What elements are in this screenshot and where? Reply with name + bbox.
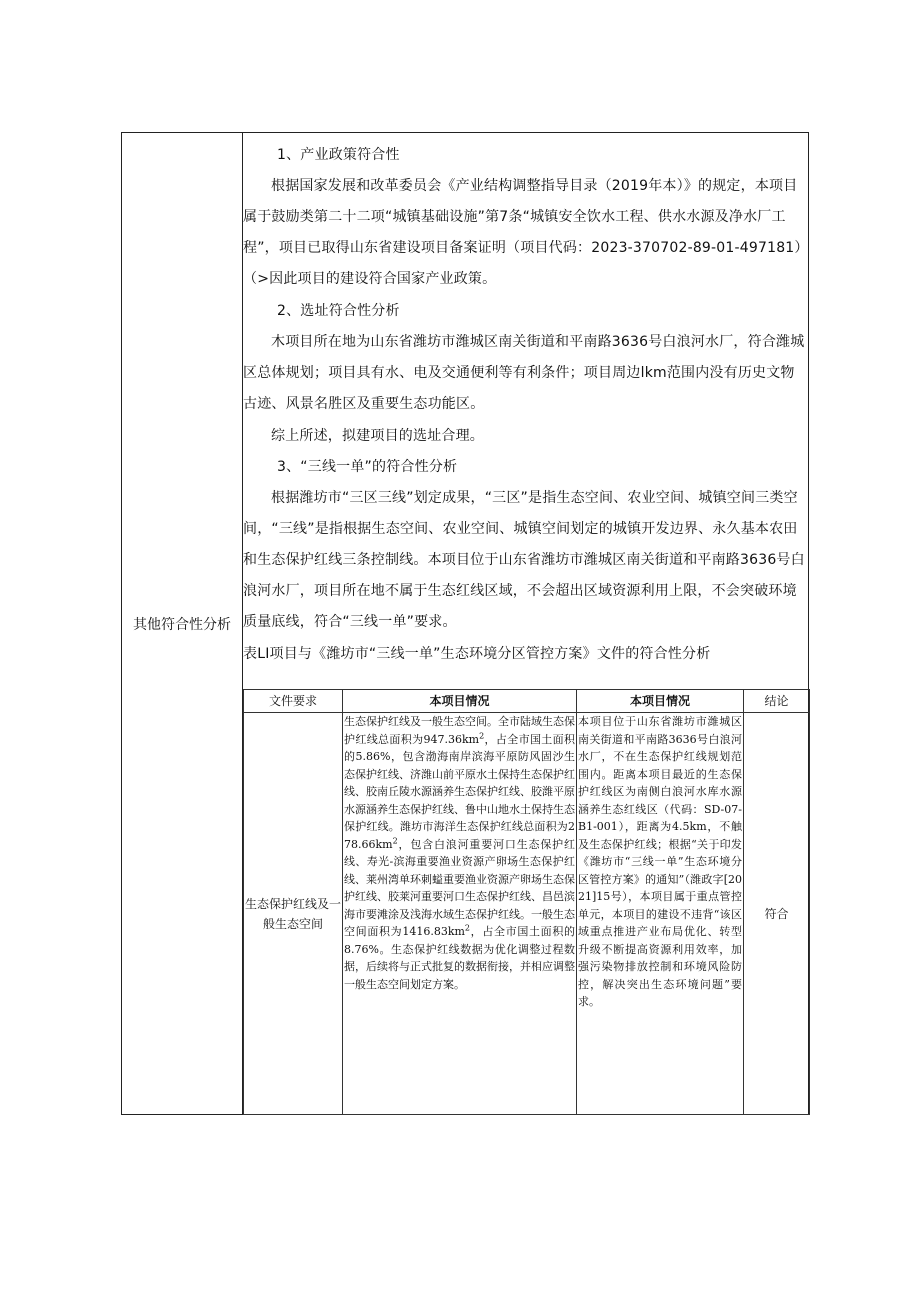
conclusion-text: 符合 <box>764 906 789 921</box>
section-2-summary: 综上所述，拟建项目的选址合理。 <box>271 428 484 444</box>
project-status-text: 本项目位于山东省潍坊市潍城区南关街道和平南路3636号白浪河水厂，不在生态保护红线规划范围内。距离本项目最近的生态保护红线区为南侧白浪河水库水源涵养生态红线区（代码：SD-07-B1-001），距离为4.5km，不触及生态保护红线；根据“关于印发《潍坊市“三线一单”生态环境分区管控方案》的通知”（潍政字[2021]15号），本项目属于重点管控单元，本项目的建设不违背“该区域重点推进产业布局优化、转型升级不断提高资源利用效率，加强污染物排放控制和环境风险防控，解决突出生态环境问题”要求。 <box>578 715 742 1008</box>
desc-part-2: ，占全市国土面积的5.86%，包含渤海南岸滨海平原防风固沙生态保护红线、济潍山前平原水土保持生态保护红线、胶南丘陵水源涵养生态保护红线、胶潍平原水源涵养生态保护红线、鲁中山地水土保持生态保护红线。潍坊市海洋生态保护红线总面积为278.66km <box>344 732 576 851</box>
header-project-status-1: 本项目情况 <box>343 690 577 713</box>
red-line-description <box>343 713 576 993</box>
desc-sup-3: 2 <box>464 923 471 933</box>
section-2-heading: 2、选址符合性分析 <box>277 303 400 319</box>
section-1-heading: 1、产业政策符合性 <box>277 147 400 163</box>
desc-part-3: ，包含白浪河重要河口生态保护红线、寿光-滨海重要渔业资源产卵场生态保护红线、莱州湾单环刺螠重要渔业资源产卵场生态保护红线、胶莱河重要河口生态保护红线、昌邑滨海市要滩涂及浅海水域生态保护红线。一般生态空间面积为1416.83km <box>344 837 575 938</box>
table-caption: 表LI项目与《潍坊市“三线一单”生态环境分区管控方案》文件的符合性分析 <box>243 646 711 662</box>
header-conclusion: 结论 <box>744 690 810 713</box>
desc-part-4: ，占全市国土面积的8.76%。生态保护红线数据为优化调整过程数据，后续将与正式批复的数据衔接，并相应调整一般生态空间划定方案。 <box>344 925 576 991</box>
main-table <box>121 132 809 1115</box>
desc-sup-1: 2 <box>479 730 485 740</box>
section-3-heading: 3、“三线一单”的符合性分析 <box>277 459 458 475</box>
left-label: 其他符合性分析 <box>133 617 231 633</box>
desc-sup-2: 2 <box>392 835 398 845</box>
section-3-text: 根据潍坊市“三区三线”划定成果，“三区”是指生态空间、农业空间、城镇空间三类空间，“三线”是指根据生态空间、农业空间、城镇空间划定的城镇开发边界、永久基本农田和生态保护红线三条控制线。本项目位于山东省潍坊市潍城区南关街道和平南路3636号白浪河水厂，项目所在地不属于生态红线区域，不会超出区域资源利用上限，不会突破环境质量底线，符合“三线一单”要求。 <box>243 490 805 630</box>
section-2-text: 木项目所在地为山东省潍坊市潍城区南关街道和平南路3636号白浪河水厂，符合潍城区总体规划；项目具有水、电及交通便利等有利条件；项目周边lkm范围内没有历史文物古迹、风景名胜区及重要生态功能区。 <box>243 334 805 412</box>
desc-part-1: 生态保护红线及一般生态空间。全市陆域生态保护红线总面积为947.36km <box>344 715 575 746</box>
conclusion-cell <box>744 713 810 1115</box>
table-header-row <box>244 690 810 713</box>
left-column <box>122 133 243 1114</box>
header-requirement: 文件要求 <box>244 690 343 713</box>
compliance-table <box>243 689 810 1115</box>
project-status-cell <box>577 713 744 1115</box>
requirement-text: 生态保护红线及一般生态空间 <box>244 896 341 931</box>
header-project-status-2: 本项目情况 <box>577 690 744 713</box>
red-line-description-cell <box>343 713 577 1115</box>
table-row <box>244 713 810 1115</box>
section-1-text: 根据国家发展和改革委员会《产业结构调整指导目录（2019年本）》的规定，本项目属于鼓励类第二十二项“城镇基础设施”第7条“城镇安全饮水工程、供水水源及净水厂工程”，项目已取得山东省建设项目备案证明（项目代码：2023-370702-89-01-497181）（>因此项目的建设符合国家产业政策。 <box>243 178 802 287</box>
requirement-cell <box>244 713 343 1115</box>
